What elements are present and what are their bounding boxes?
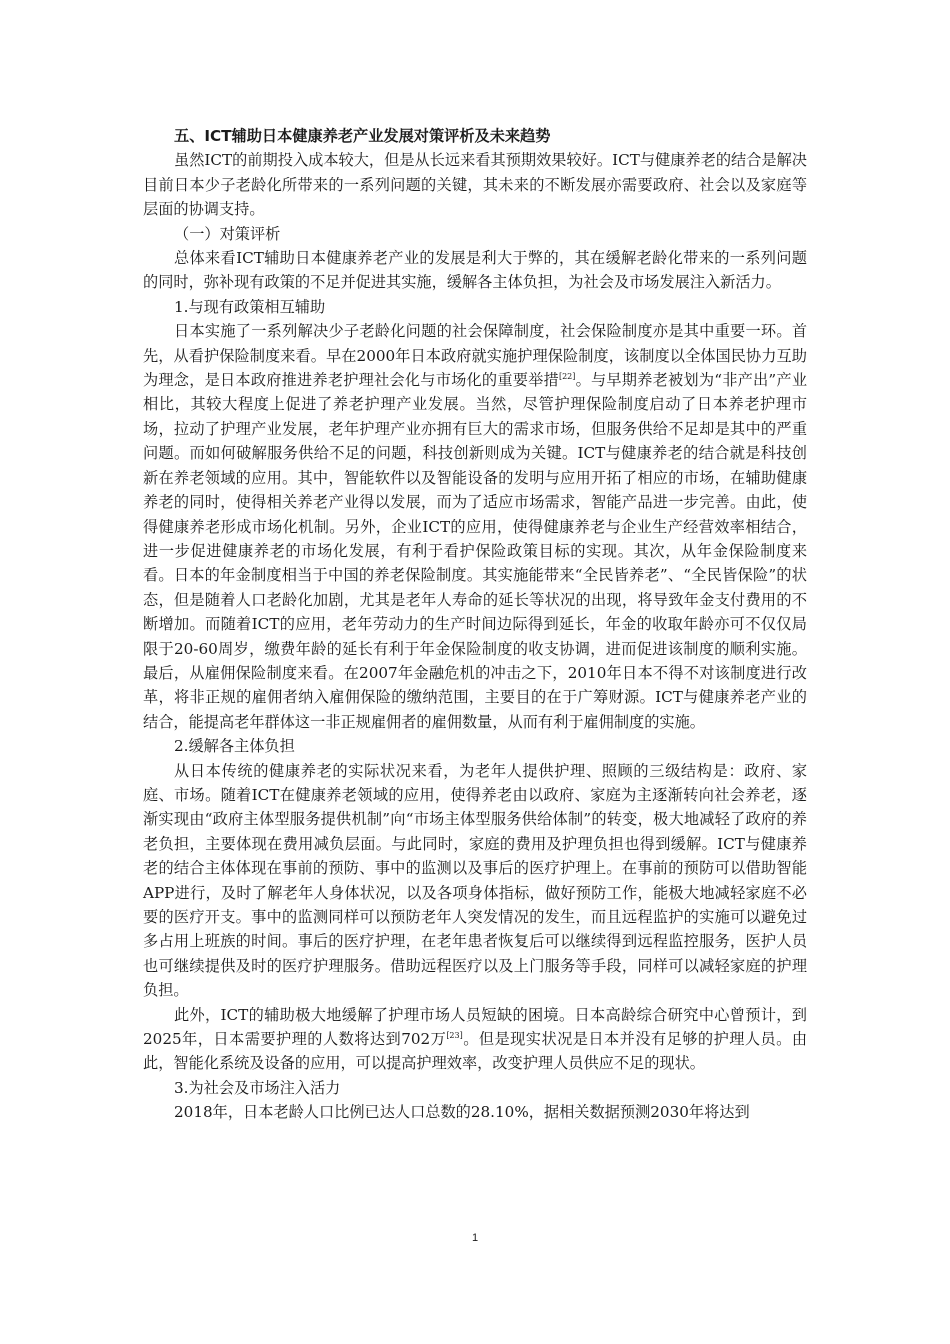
point-1-text-a: 日本实施了一系列解决少子老龄化问题的社会保障制度，社会保险制度亦是其中重要一环。首先，从看护保险制度来看。早在2000年日本政府就实施护理保险制度，该制度以全体国民协力互助为理念，是日本政府推进养老护理社会化与市场化的重要举措 [143,322,807,390]
point-2-title: 2.缓解各主体负担 [174,737,295,756]
point-1-title: 1.与现有政策相互辅助 [174,297,326,316]
point-2-paragraph: 从日本传统的健康养老的实际状况来看，为老年人提供护理、照顾的三级结构是：政府、家庭、市场。随着ICT在健康养老领域的应用，使得养老由以政府、家庭为主逐渐转向社会养老，逐渐实现由“政府主体型服务提供机制”向“市场主体型服务供给体制”的转变，极大地减轻了政府的养老负担，主要体现在费用减负层面。与此同时，家庭的费用及护理负担也得到缓解。ICT与健康养老的结合主体体现在事前的预防、事中的监测以及事后的医疗护理上。在事前的预防可以借助智能APP进行，及时了解老年人身体状况，以及各项身体指标，做好预防工作，能极大地减轻家庭不必要的医疗开支。事中的监测同样可以预防老年人突发情况的发生，而且远程监护的实施可以避免过多占用上班族的时间。事后的医疗护理，在老年患者恢复后可以继续得到远程监控服务，医护人员也可继续提供及时的医疗护理服务。借助远程医疗以及上门服务等手段，同样可以减轻家庭的护理负担。 [143,761,807,1000]
summary-paragraph: 总体来看ICT辅助日本健康养老产业的发展是利大于弊的，其在缓解老龄化带来的一系列问题的同时，弥补现有政策的不足并促进其实施，缓解各主体负担，为社会及市场发展注入新活力。 [143,249,807,292]
point-1-text-b: 。与早期养老被划为“非产出”产业相比，其较大程度上促进了养老护理产业发展。当然，尽管护理保险制度启动了日本养老护理市场，拉动了护理产业发展，老年护理产业亦拥有巨大的需求市场，但服务供给不足却是其中的严重问题。而如何破解服务供给不足的问题，科技创新则成为关键。ICT与健康养老的结合就是科技创新在养老领域的应用。其中，智能软件以及智能设备的发明与应用开拓了相应的市场，在辅助健康养老的同时，使得相关养老产业得以发展，而为了适应市场需求，智能产品进一步完善。由此，使得健康养老形成市场化机制。另外，企业ICT的应用，使得健康养老与企业生产经营效率相结合，进一步促进健康养老的市场化发展，有利于看护保险政策目标的实现。其次，从年金保险制度来看。日本的年金制度相当于中国的养老保险制度。其实施能带来“全民皆养老”、“全民皆保险”的状态，但是随着人口老龄化加剧，尤其是老年人寿命的延长等状况的出现，将导致年金支付费用的不断增加。而随着ICT的应用，老年劳动力的生产时间边际得到延长，年金的收取年龄亦可不仅仅局限于20-60周岁，缴费年龄的延长有利于年金保险制度的收支协调，进而促进该制度的顺利实施。最后，从雇佣保险制度来看。在2007年金融危机的冲击之下，2010年日本不得不对该制度进行改革，将非正规的雇佣者纳入雇佣保险的缴纳范围，主要目的在于广筹财源。ICT与健康养老产业的结合，能提高老年群体这一非正规雇佣者的雇佣数量，从而有利于雇佣制度的实施。 [143,371,808,731]
citation-22: [22] [558,372,576,382]
citation-23: [23] [446,1031,463,1041]
point-2-extra-text-a: 此外，ICT的辅助极大地缓解了护理市场人员短缺的困境。日本高龄综合研究中心曾预计，到2025年，日本需要护理的人数将达到702万 [143,1005,807,1049]
point-2-extra-text-b: 。但是现实状况是日本并没有足够的护理人员。由此，智能化系统及设备的应用，可以提高护理效率，改变护理人员供应不足的现状。 [143,1030,808,1073]
section-heading: 五、ICT辅助日本健康养老产业发展对策评析及未来趋势 [174,127,551,145]
point-3-paragraph: 2018年，日本老龄人口比例已达人口总数的28.10%，据相关数据预测2030年将达到 [174,1103,750,1122]
intro-paragraph: 虽然ICT的前期投入成本较大，但是从长远来看其预期效果较好。ICT与健康养老的结合是解决目前日本少子老龄化所带来的一系列问题的关键，其未来的不断发展亦需要政府、社会以及家庭等层面的协调支持。 [143,151,807,219]
document-body [143,124,807,1125]
point-1-paragraph [143,319,807,734]
point-2-extra-paragraph [143,1003,807,1076]
subsection-heading: （一）对策评析 [174,224,281,243]
page-number: 1 [471,1232,479,1244]
point-3-title: 3.为社会及市场注入活力 [174,1078,341,1097]
